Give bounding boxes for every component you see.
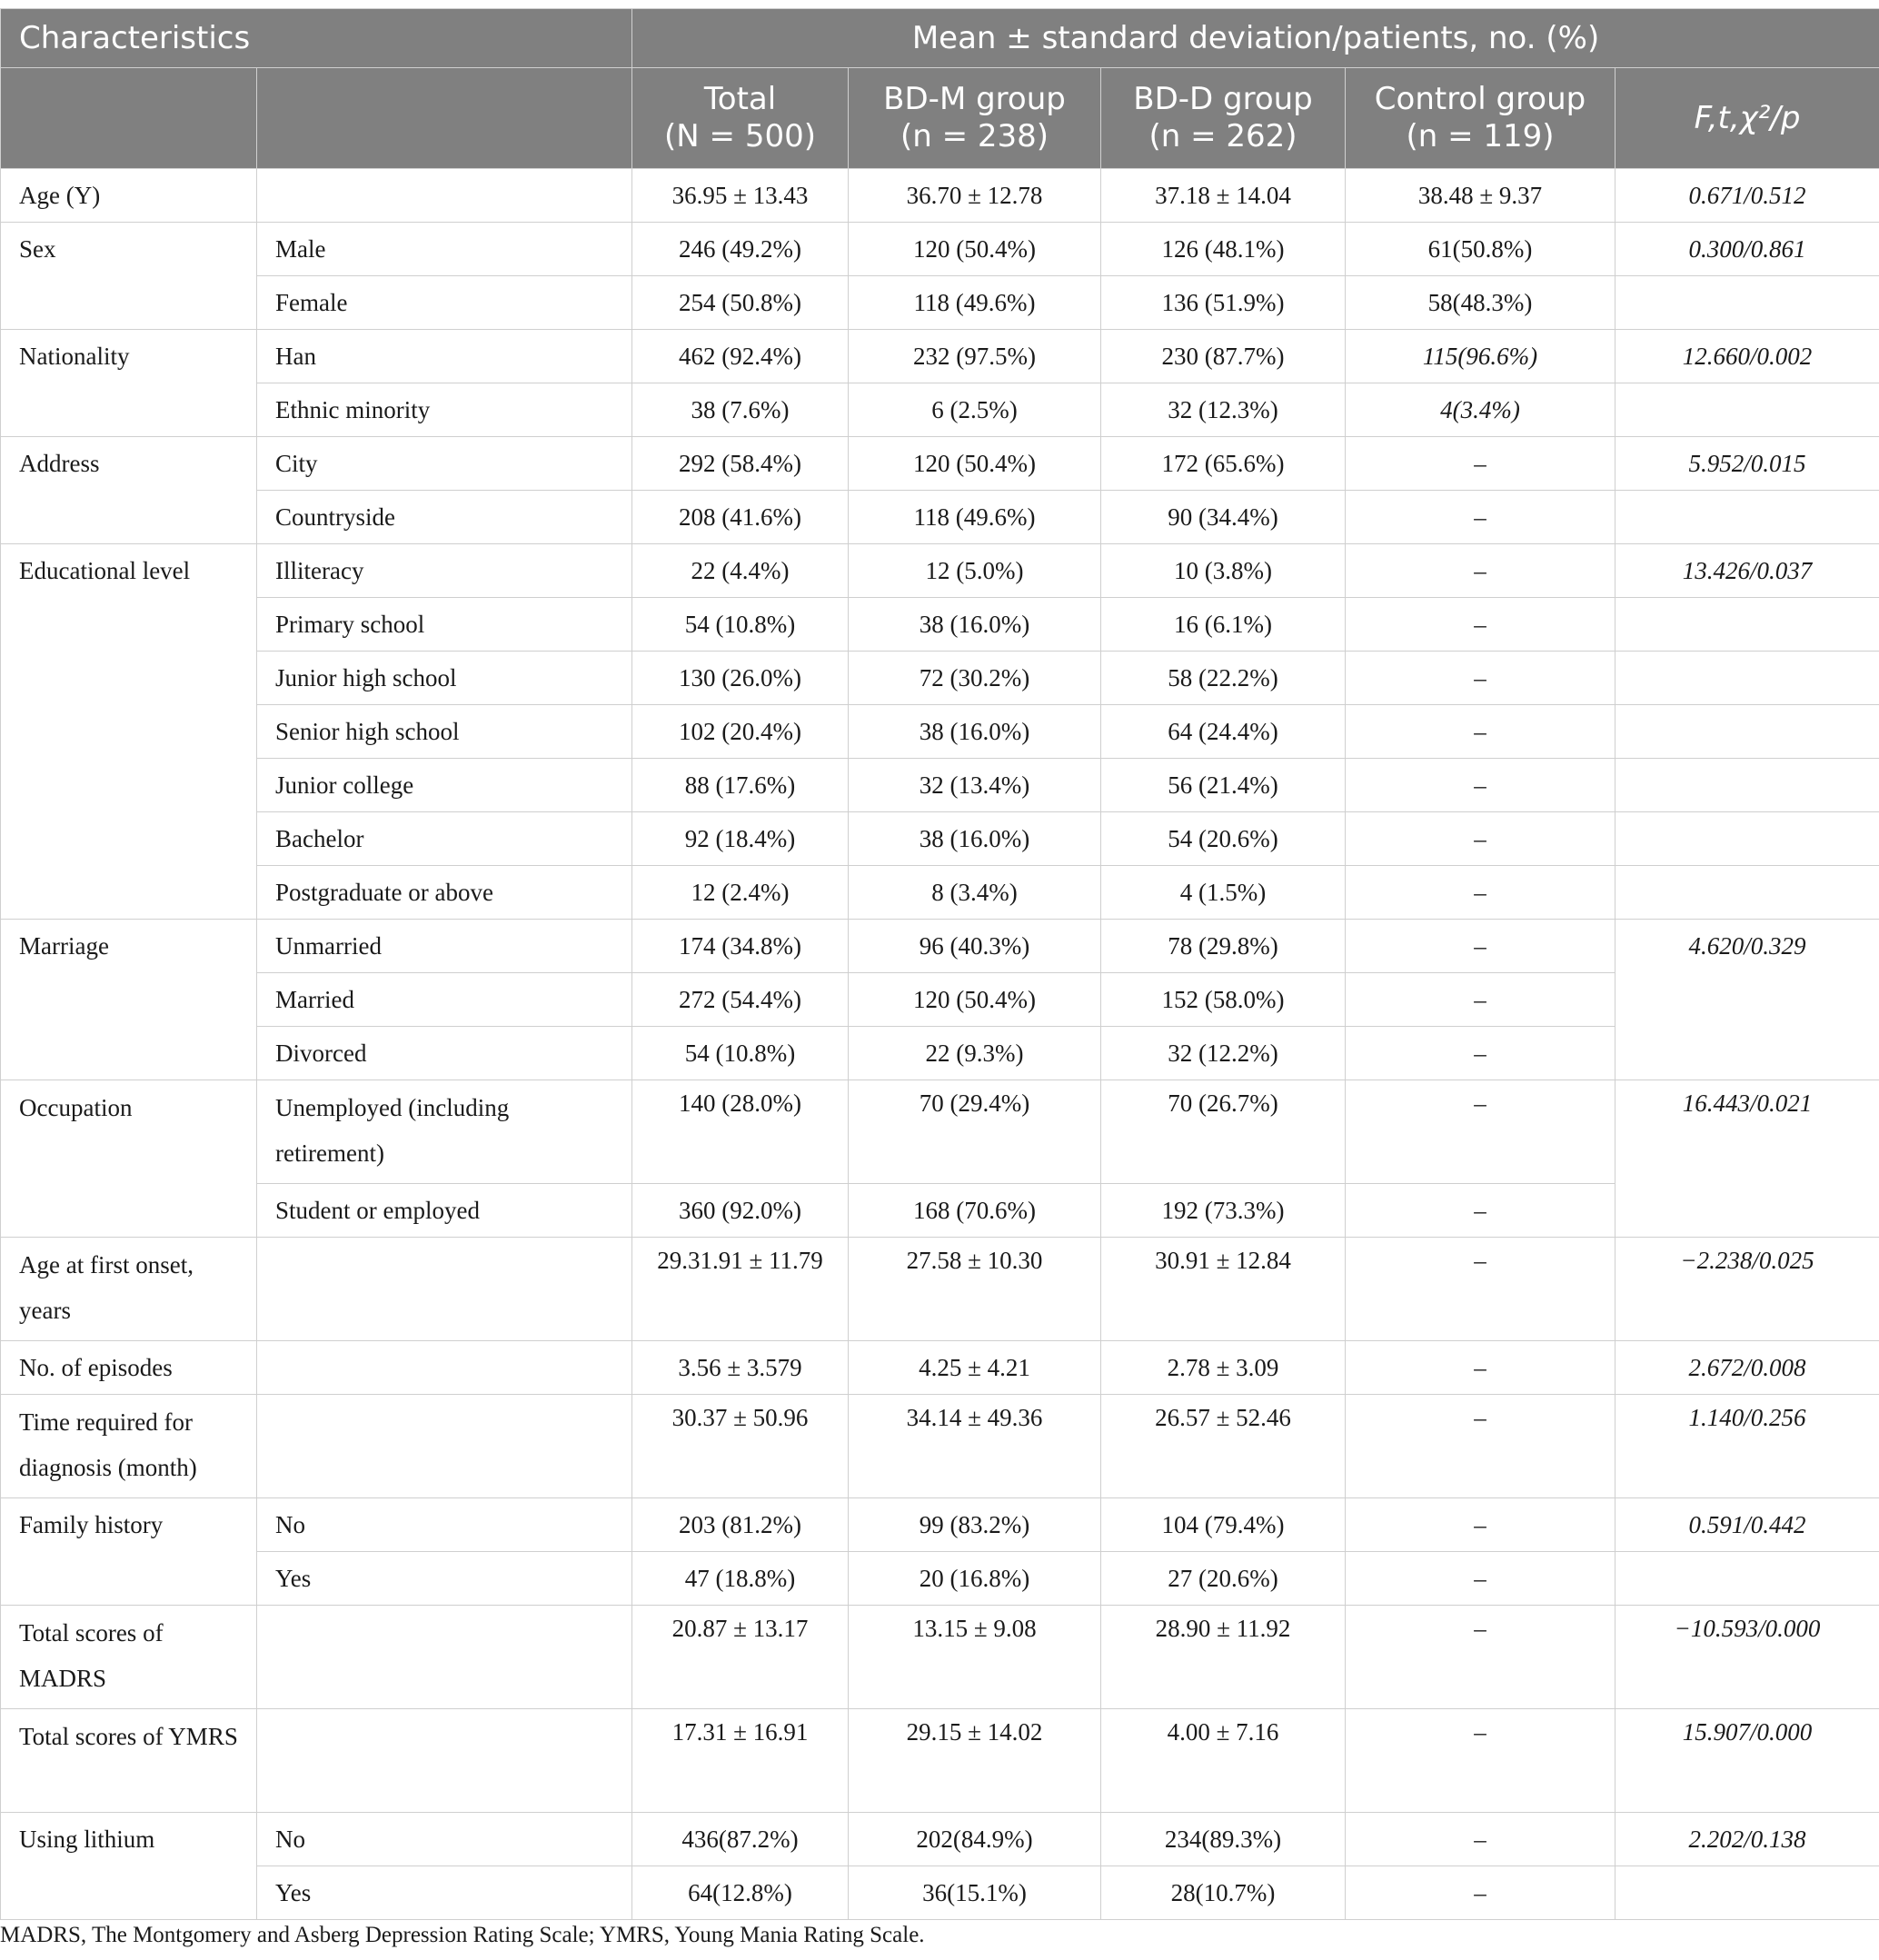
cell-subcategory: Divorced <box>257 1027 632 1080</box>
cell-characteristic: Occupation <box>1 1080 257 1238</box>
cell-bdd: 58 (22.2%) <box>1101 652 1346 705</box>
cell-bdm: 4.25 ± 4.21 <box>849 1341 1101 1395</box>
cell-subcategory <box>257 169 632 223</box>
cell-control: – <box>1346 544 1616 598</box>
cell-subcategory <box>257 1341 632 1395</box>
header-stat: F,t,χ²/p <box>1616 68 1879 169</box>
cell-bdd: 4.00 ± 7.16 <box>1101 1709 1346 1813</box>
cell-bdm: 38 (16.0%) <box>849 705 1101 759</box>
cell-control: – <box>1346 1080 1616 1184</box>
cell-control: – <box>1346 1027 1616 1080</box>
table-row <box>1 1606 1879 1709</box>
cell-total: 436(87.2%) <box>632 1813 849 1866</box>
cell-subcategory: Ethnic minority <box>257 383 632 437</box>
cell-total: 47 (18.8%) <box>632 1552 849 1606</box>
cell-subcategory: Bachelor <box>257 812 632 866</box>
cell-bdm: 27.58 ± 10.30 <box>849 1238 1101 1341</box>
cell-bdm: 38 (16.0%) <box>849 598 1101 652</box>
cell-total: 272 (54.4%) <box>632 973 849 1027</box>
cell-subcategory: Primary school <box>257 598 632 652</box>
cell-bdm: 36(15.1%) <box>849 1866 1101 1920</box>
cell-bdd: 90 (34.4%) <box>1101 491 1346 544</box>
cell-bdd: 4 (1.5%) <box>1101 866 1346 920</box>
cell-subcategory: Female <box>257 276 632 330</box>
cell-stat <box>1616 1552 1879 1606</box>
table-row <box>1 812 1879 866</box>
cell-bdm: 120 (50.4%) <box>849 437 1101 491</box>
cell-control: – <box>1346 705 1616 759</box>
cell-control: – <box>1346 652 1616 705</box>
table-row <box>1 1027 1879 1080</box>
cell-bdd: 126 (48.1%) <box>1101 223 1346 276</box>
cell-control: 61(50.8%) <box>1346 223 1616 276</box>
table-row <box>1 759 1879 812</box>
cell-total: 12 (2.4%) <box>632 866 849 920</box>
cell-control: – <box>1346 491 1616 544</box>
table-row <box>1 491 1879 544</box>
cell-subcategory: Yes <box>257 1866 632 1920</box>
table-row <box>1 544 1879 598</box>
table-row <box>1 1184 1879 1238</box>
cell-stat <box>1616 652 1879 705</box>
cell-bdd: 32 (12.2%) <box>1101 1027 1346 1080</box>
cell-bdm: 29.15 ± 14.02 <box>849 1709 1101 1813</box>
cell-bdd: 136 (51.9%) <box>1101 276 1346 330</box>
cell-total: 92 (18.4%) <box>632 812 849 866</box>
cell-stat <box>1616 383 1879 437</box>
cell-total: 22 (4.4%) <box>632 544 849 598</box>
table-footnote: MADRS, The Montgomery and Asberg Depression Rating Scale; YMRS, Young Mania Rating Scale. <box>0 1923 925 1947</box>
header-control <box>1346 68 1616 169</box>
cell-subcategory: Senior high school <box>257 705 632 759</box>
cell-total: 360 (92.0%) <box>632 1184 849 1238</box>
cell-subcategory: Male <box>257 223 632 276</box>
cell-stat: 12.660/0.002 <box>1616 330 1879 383</box>
table-row <box>1 1866 1879 1920</box>
cell-control: – <box>1346 1238 1616 1341</box>
cell-bdd: 37.18 ± 14.04 <box>1101 169 1346 223</box>
header-bdd-n: (n = 262) <box>1148 118 1297 154</box>
cell-characteristic: Time required for diagnosis (month) <box>1 1395 257 1498</box>
header-bdd-label: BD-D group <box>1133 81 1313 117</box>
cell-characteristic: Total scores of MADRS <box>1 1606 257 1709</box>
cell-total: 208 (41.6%) <box>632 491 849 544</box>
header-total <box>632 68 849 169</box>
table-row <box>1 169 1879 223</box>
cell-subcategory: City <box>257 437 632 491</box>
cell-control: – <box>1346 1606 1616 1709</box>
cell-total: 140 (28.0%) <box>632 1080 849 1184</box>
cell-subcategory: No <box>257 1498 632 1552</box>
cell-bdm: 38 (16.0%) <box>849 812 1101 866</box>
cell-control: – <box>1346 1709 1616 1813</box>
cell-control: 58(48.3%) <box>1346 276 1616 330</box>
table-row <box>1 1238 1879 1341</box>
cell-control: 115(96.6%) <box>1346 330 1616 383</box>
table-row <box>1 866 1879 920</box>
table-row <box>1 1341 1879 1395</box>
cell-stat <box>1616 276 1879 330</box>
cell-total: 88 (17.6%) <box>632 759 849 812</box>
cell-bdd: 32 (12.3%) <box>1101 383 1346 437</box>
cell-bdd: 16 (6.1%) <box>1101 598 1346 652</box>
cell-control: – <box>1346 1341 1616 1395</box>
cell-stat <box>1616 705 1879 759</box>
cell-stat: 0.300/0.861 <box>1616 223 1879 276</box>
cell-control: – <box>1346 1395 1616 1498</box>
cell-bdd: 27 (20.6%) <box>1101 1552 1346 1606</box>
cell-characteristic: Educational level <box>1 544 257 920</box>
cell-total: 36.95 ± 13.43 <box>632 169 849 223</box>
cell-bdd: 78 (29.8%) <box>1101 920 1346 973</box>
cell-total: 174 (34.8%) <box>632 920 849 973</box>
header-control-label: Control group <box>1374 81 1586 117</box>
table-row <box>1 598 1879 652</box>
cell-subcategory <box>257 1238 632 1341</box>
cell-bdd: 104 (79.4%) <box>1101 1498 1346 1552</box>
cell-total: 203 (81.2%) <box>632 1498 849 1552</box>
cell-subcategory <box>257 1709 632 1813</box>
cell-characteristic: Family history <box>1 1498 257 1606</box>
cell-bdm: 20 (16.8%) <box>849 1552 1101 1606</box>
cell-bdm: 12 (5.0%) <box>849 544 1101 598</box>
cell-bdd: 192 (73.3%) <box>1101 1184 1346 1238</box>
cell-bdm: 118 (49.6%) <box>849 491 1101 544</box>
cell-bdm: 232 (97.5%) <box>849 330 1101 383</box>
cell-bdd: 30.91 ± 12.84 <box>1101 1238 1346 1341</box>
cell-control: – <box>1346 437 1616 491</box>
cell-bdm: 8 (3.4%) <box>849 866 1101 920</box>
cell-stat: 16.443/0.021 <box>1616 1080 1879 1238</box>
header-total-n: (N = 500) <box>664 118 816 154</box>
cell-control: – <box>1346 1813 1616 1866</box>
cell-bdd: 64 (24.4%) <box>1101 705 1346 759</box>
cell-subcategory: Student or employed <box>257 1184 632 1238</box>
cell-characteristic: Marriage <box>1 920 257 1080</box>
cell-subcategory <box>257 1606 632 1709</box>
cell-total: 54 (10.8%) <box>632 1027 849 1080</box>
cell-stat: 2.672/0.008 <box>1616 1341 1879 1395</box>
cell-control: – <box>1346 598 1616 652</box>
header-characteristics: Characteristics <box>1 9 632 68</box>
cell-subcategory: Postgraduate or above <box>257 866 632 920</box>
cell-characteristic: Total scores of YMRS <box>1 1709 257 1813</box>
cell-stat <box>1616 598 1879 652</box>
cell-stat <box>1616 759 1879 812</box>
cell-characteristic: No. of episodes <box>1 1341 257 1395</box>
cell-total: 102 (20.4%) <box>632 705 849 759</box>
cell-bdd: 70 (26.7%) <box>1101 1080 1346 1184</box>
cell-stat: −2.238/0.025 <box>1616 1238 1879 1341</box>
table-row <box>1 1080 1879 1184</box>
table-row <box>1 223 1879 276</box>
cell-stat <box>1616 866 1879 920</box>
cell-characteristic: Using lithium <box>1 1813 257 1920</box>
header-control-n: (n = 119) <box>1406 118 1555 154</box>
cell-bdm: 99 (83.2%) <box>849 1498 1101 1552</box>
header-span-title: Mean ± standard deviation/patients, no. (%) <box>632 9 1879 68</box>
cell-subcategory: Unemployed (including retirement) <box>257 1080 632 1184</box>
characteristics-table <box>0 8 1879 1920</box>
cell-characteristic: Sex <box>1 223 257 330</box>
cell-subcategory: Han <box>257 330 632 383</box>
cell-characteristic: Age at first onset, years <box>1 1238 257 1341</box>
table-row <box>1 705 1879 759</box>
cell-bdd: 56 (21.4%) <box>1101 759 1346 812</box>
cell-total: 3.56 ± 3.579 <box>632 1341 849 1395</box>
cell-bdd: 172 (65.6%) <box>1101 437 1346 491</box>
header-empty-1 <box>1 68 257 169</box>
cell-bdd: 10 (3.8%) <box>1101 544 1346 598</box>
cell-bdd: 2.78 ± 3.09 <box>1101 1341 1346 1395</box>
cell-subcategory: Unmarried <box>257 920 632 973</box>
cell-bdm: 72 (30.2%) <box>849 652 1101 705</box>
cell-stat <box>1616 1866 1879 1920</box>
cell-bdm: 202(84.9%) <box>849 1813 1101 1866</box>
header-bdm-label: BD-M group <box>883 81 1066 117</box>
cell-subcategory: Yes <box>257 1552 632 1606</box>
cell-subcategory: Married <box>257 973 632 1027</box>
cell-stat: 2.202/0.138 <box>1616 1813 1879 1866</box>
cell-stat: 1.140/0.256 <box>1616 1395 1879 1498</box>
cell-bdd: 234(89.3%) <box>1101 1813 1346 1866</box>
cell-control: – <box>1346 812 1616 866</box>
cell-total: 29.31.91 ± 11.79 <box>632 1238 849 1341</box>
table-row <box>1 652 1879 705</box>
cell-total: 30.37 ± 50.96 <box>632 1395 849 1498</box>
cell-control: – <box>1346 866 1616 920</box>
header-bdd <box>1101 68 1346 169</box>
table-row <box>1 383 1879 437</box>
cell-stat: 0.671/0.512 <box>1616 169 1879 223</box>
table-row <box>1 1813 1879 1866</box>
cell-stat: 15.907/0.000 <box>1616 1709 1879 1813</box>
cell-control: – <box>1346 920 1616 973</box>
cell-bdd: 28(10.7%) <box>1101 1866 1346 1920</box>
cell-stat: 13.426/0.037 <box>1616 544 1879 598</box>
table-container <box>0 8 1879 1920</box>
cell-bdm: 120 (50.4%) <box>849 973 1101 1027</box>
cell-bdd: 26.57 ± 52.46 <box>1101 1395 1346 1498</box>
cell-total: 20.87 ± 13.17 <box>632 1606 849 1709</box>
cell-bdm: 70 (29.4%) <box>849 1080 1101 1184</box>
cell-stat: 5.952/0.015 <box>1616 437 1879 491</box>
cell-total: 38 (7.6%) <box>632 383 849 437</box>
table-row <box>1 330 1879 383</box>
table-row <box>1 920 1879 973</box>
cell-bdm: 36.70 ± 12.78 <box>849 169 1101 223</box>
cell-total: 64(12.8%) <box>632 1866 849 1920</box>
table-row <box>1 1709 1879 1813</box>
cell-bdm: 120 (50.4%) <box>849 223 1101 276</box>
table-row <box>1 1552 1879 1606</box>
cell-characteristic: Nationality <box>1 330 257 437</box>
cell-bdm: 34.14 ± 49.36 <box>849 1395 1101 1498</box>
cell-stat: 0.591/0.442 <box>1616 1498 1879 1552</box>
cell-bdm: 168 (70.6%) <box>849 1184 1101 1238</box>
cell-control: – <box>1346 973 1616 1027</box>
cell-total: 17.31 ± 16.91 <box>632 1709 849 1813</box>
cell-control: 38.48 ± 9.37 <box>1346 169 1616 223</box>
cell-characteristic: Age (Y) <box>1 169 257 223</box>
cell-subcategory: Countryside <box>257 491 632 544</box>
header-empty-2 <box>257 68 632 169</box>
cell-bdm: 96 (40.3%) <box>849 920 1101 973</box>
cell-control: – <box>1346 759 1616 812</box>
cell-control: – <box>1346 1184 1616 1238</box>
cell-total: 462 (92.4%) <box>632 330 849 383</box>
cell-control: 4(3.4%) <box>1346 383 1616 437</box>
cell-subcategory <box>257 1395 632 1498</box>
table-row <box>1 1498 1879 1552</box>
cell-total: 292 (58.4%) <box>632 437 849 491</box>
cell-total: 130 (26.0%) <box>632 652 849 705</box>
table-row <box>1 973 1879 1027</box>
cell-bdd: 28.90 ± 11.92 <box>1101 1606 1346 1709</box>
header-total-label: Total <box>703 81 777 117</box>
cell-bdm: 6 (2.5%) <box>849 383 1101 437</box>
table-row <box>1 1395 1879 1498</box>
cell-bdm: 13.15 ± 9.08 <box>849 1606 1101 1709</box>
header-bdm <box>849 68 1101 169</box>
cell-total: 246 (49.2%) <box>632 223 849 276</box>
header-bdm-n: (n = 238) <box>900 118 1049 154</box>
cell-bdm: 118 (49.6%) <box>849 276 1101 330</box>
cell-subcategory: Junior college <box>257 759 632 812</box>
cell-total: 54 (10.8%) <box>632 598 849 652</box>
cell-characteristic: Address <box>1 437 257 544</box>
cell-control: – <box>1346 1552 1616 1606</box>
cell-subcategory: Junior high school <box>257 652 632 705</box>
cell-bdm: 32 (13.4%) <box>849 759 1101 812</box>
cell-bdm: 22 (9.3%) <box>849 1027 1101 1080</box>
cell-bdd: 152 (58.0%) <box>1101 973 1346 1027</box>
cell-bdd: 230 (87.7%) <box>1101 330 1346 383</box>
cell-stat <box>1616 812 1879 866</box>
cell-subcategory: No <box>257 1813 632 1866</box>
table-row <box>1 276 1879 330</box>
cell-stat: 4.620/0.329 <box>1616 920 1879 1080</box>
cell-stat <box>1616 491 1879 544</box>
cell-stat: −10.593/0.000 <box>1616 1606 1879 1709</box>
cell-subcategory: Illiteracy <box>257 544 632 598</box>
cell-control: – <box>1346 1866 1616 1920</box>
cell-control: – <box>1346 1498 1616 1552</box>
table-row <box>1 437 1879 491</box>
cell-bdd: 54 (20.6%) <box>1101 812 1346 866</box>
cell-total: 254 (50.8%) <box>632 276 849 330</box>
